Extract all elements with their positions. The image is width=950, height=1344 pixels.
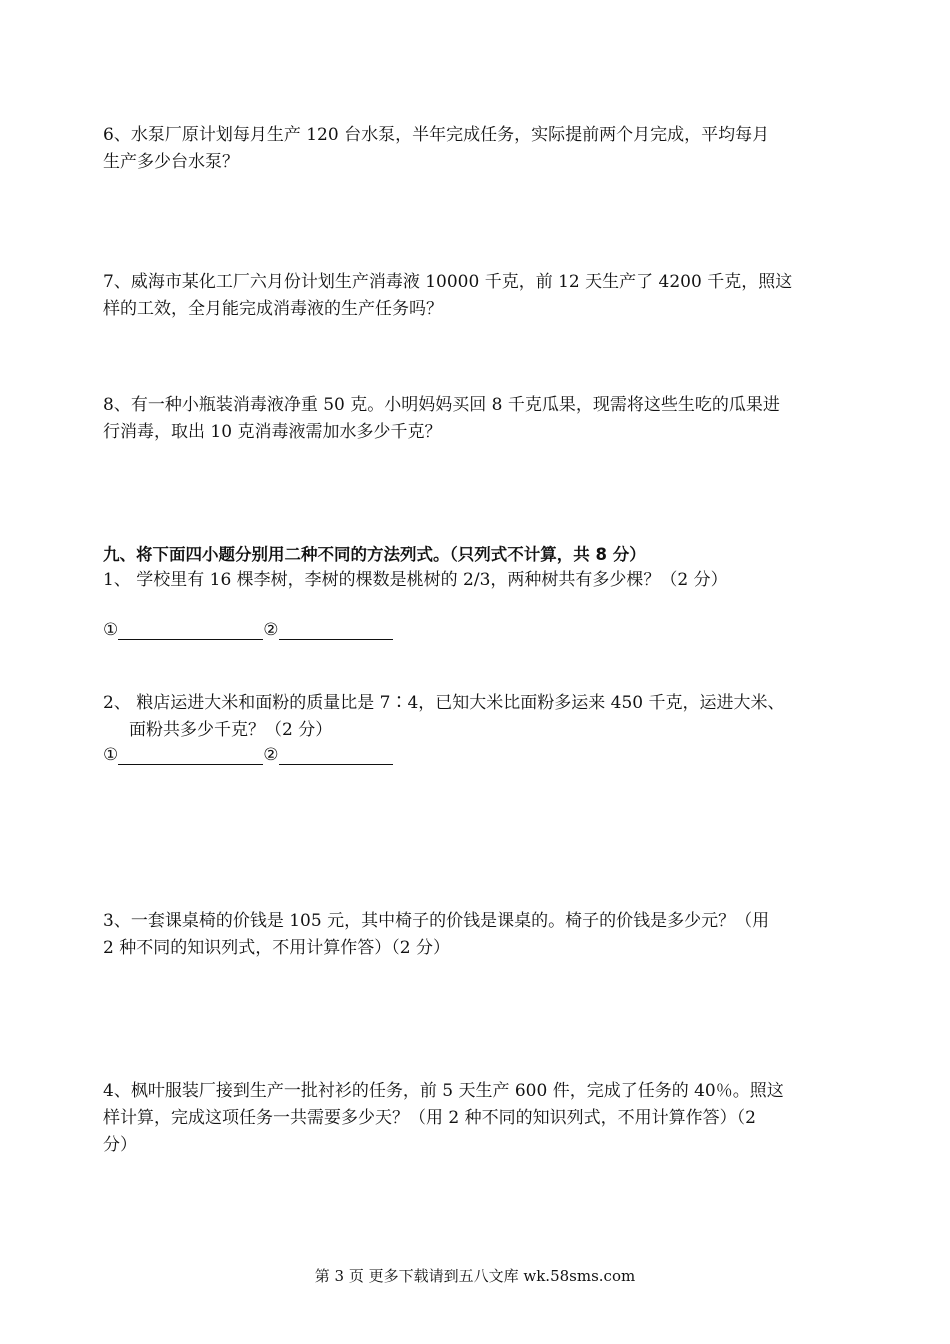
answer-row-1 bbox=[103, 618, 393, 642]
question-7-line-1: 7、威海市某化工厂六月份计划生产消毒液 10000 千克，前 12 天生产了 4200 千克，照这 bbox=[103, 272, 793, 292]
section-nine-question-2-line-1: 2、 粮店运进大米和面粉的质量比是 7∶4，已知大米比面粉多运来 450 千克，运进大米、 bbox=[103, 693, 785, 713]
question-6-line-1: 6、水泵厂原计划每月生产 120 台水泵，半年完成任务，实际提前两个月完成，平均每月 bbox=[103, 125, 770, 145]
section-nine-question-2-line-2: 面粉共多少千克？（2 分） bbox=[129, 720, 333, 740]
answer-blank-3[interactable] bbox=[118, 744, 263, 765]
question-6 bbox=[103, 122, 848, 176]
section-nine-question-2 bbox=[103, 690, 848, 744]
section-nine-question-4-line-1: 4、枫叶服装厂接到生产一批衬衫的任务，前 5 天生产 600 件，完成了任务的 40％。照这 bbox=[103, 1081, 784, 1101]
question-8-line-2: 行消毒，取出 10 克消毒液需加水多少千克？ bbox=[103, 422, 442, 442]
question-7-line-2: 样的工效，全月能完成消毒液的生产任务吗？ bbox=[103, 299, 443, 319]
section-nine-heading: 九、将下面四小题分别用二种不同的方法列式。（只列式不计算，共 8 分） bbox=[103, 545, 646, 564]
answer-blank-2[interactable] bbox=[279, 619, 393, 640]
question-7 bbox=[103, 269, 848, 323]
page-footer: 第 3 页 更多下载请到五八文库 wk.58sms.com bbox=[314, 1267, 636, 1285]
answer-blank-4[interactable] bbox=[279, 744, 393, 765]
section-nine-question-1: 1、 学校里有 16 棵李树，李树的棵数是桃树的 2/3，两种树共有多少棵？（2 分） bbox=[103, 570, 728, 590]
answer-mark-1: ① bbox=[103, 620, 119, 640]
question-6-line-2: 生产多少台水泵？ bbox=[103, 152, 239, 172]
answer-mark-2: ② bbox=[263, 745, 279, 765]
answer-mark-1: ① bbox=[103, 745, 119, 765]
section-nine-question-4 bbox=[103, 1078, 848, 1159]
section-nine-question-4-line-3: 分） bbox=[103, 1135, 137, 1155]
question-8-line-1: 8、有一种小瓶装消毒液净重 50 克。小明妈妈买回 8 千克瓜果，现需将这些生吃的瓜果进 bbox=[103, 395, 780, 415]
section-nine-question-4-line-2: 样计算，完成这项任务一共需要多少天？（用 2 种不同的知识列式，不用计算作答）（2 bbox=[103, 1108, 756, 1128]
section-nine-question-3-line-1: 3、一套课桌椅的价钱是 105 元，其中椅子的价钱是课桌的。椅子的价钱是多少元？（用 bbox=[103, 911, 770, 931]
answer-row-2 bbox=[103, 743, 393, 767]
question-8 bbox=[103, 392, 848, 446]
answer-mark-2: ② bbox=[263, 620, 279, 640]
section-nine-question-3-line-2: 2 种不同的知识列式，不用计算作答）（2 分） bbox=[103, 938, 450, 958]
answer-blank-1[interactable] bbox=[118, 619, 263, 640]
section-nine-question-3 bbox=[103, 908, 848, 962]
